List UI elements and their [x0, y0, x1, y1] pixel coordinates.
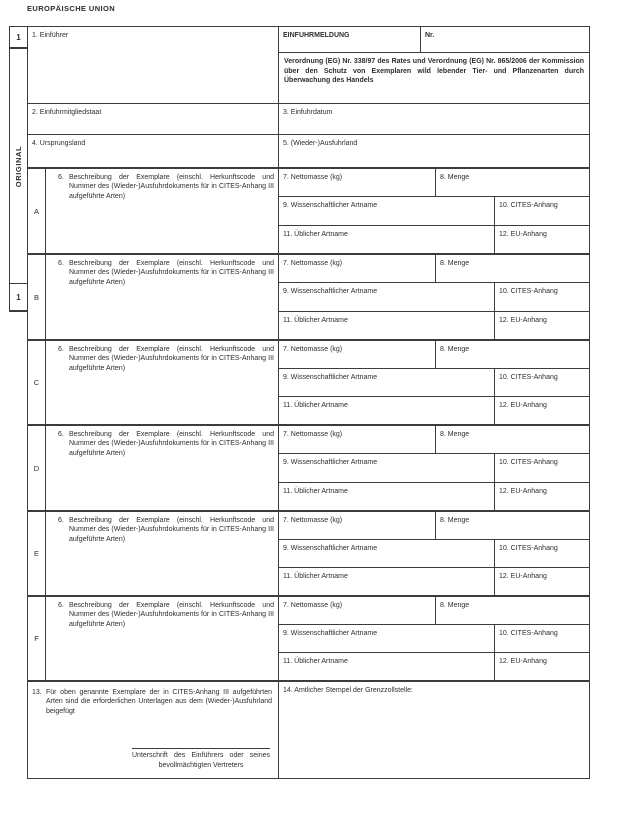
cites-appendix-field[interactable] — [494, 625, 589, 652]
net-mass-field[interactable] — [279, 597, 435, 624]
common-name-field[interactable] — [279, 483, 494, 510]
net-mass-label: 7. Nettomasse (kg) — [283, 431, 343, 438]
mass-quantity-row — [279, 341, 589, 368]
scientific-name-label: 9. Wissenschaftlicher Artname — [283, 202, 378, 210]
mass-quantity-row — [279, 169, 589, 196]
quantity-label: 8. Menge — [440, 346, 470, 353]
cites-appendix-label: 10. CITES-Anhang — [499, 374, 558, 381]
section-detail-grid — [278, 595, 590, 681]
common-name-field[interactable] — [279, 312, 494, 339]
cites-appendix-label: 10. CITES-Anhang — [499, 202, 558, 210]
common-name-label: 11. Üblicher Artname — [283, 487, 348, 495]
section-letter-cell — [27, 424, 46, 511]
section-letter: D — [33, 463, 40, 473]
net-mass-field[interactable] — [279, 341, 435, 368]
declaration-label — [28, 682, 278, 716]
common-name-label: 11. Üblicher Artname — [283, 658, 348, 665]
section-letter-cell — [27, 167, 46, 254]
declaration-text: Für oben genannte Exemplare der in CITES-Anhang III aufgeführten Arten sind die erforderlichen Unterlagen aus dem (Wieder-)Ausfuhrland beigefügt — [46, 689, 272, 715]
cites-appendix-label: 10. CITES-Anhang — [499, 545, 558, 552]
signature-area[interactable] — [132, 748, 270, 770]
regulation-text: Verordnung (EG) Nr. 338/97 des Rates und Verordnung (EG) Nr. 865/2006 der Kommission über den Schutz von Exemplaren wild lebender Tier- und Pflanzenarten durch Überwachung des Handels — [284, 58, 584, 85]
description-number: 6. — [58, 602, 64, 609]
common-name-row — [279, 396, 589, 424]
net-mass-label: 7. Nettomasse (kg) — [283, 602, 343, 609]
scientific-name-field[interactable] — [279, 454, 494, 481]
description-text: Beschreibung der Exemplare (einschl. Herkunftscode und Nummer des (Wieder-)Ausfuhrdokuments für in CITES-Anhang III aufgeführte Arten) — [69, 431, 274, 457]
common-name-row — [279, 482, 589, 510]
common-name-label: 11. Üblicher Artname — [283, 230, 348, 238]
net-mass-label: 7. Nettomasse (kg) — [283, 346, 343, 353]
notification-number-field[interactable] — [420, 26, 590, 53]
section-detail-grid — [278, 253, 590, 340]
scientific-name-label: 9. Wissenschaftlicher Artname — [283, 459, 378, 467]
cites-appendix-label: 10. CITES-Anhang — [499, 459, 558, 467]
quantity-field[interactable] — [435, 512, 589, 539]
eu-annex-label: 12. EU-Anhang — [499, 658, 547, 665]
cites-appendix-field[interactable] — [494, 369, 589, 396]
eu-annex-field[interactable] — [494, 483, 589, 510]
eu-annex-field[interactable] — [494, 568, 589, 595]
cites-appendix-field[interactable] — [494, 283, 589, 310]
mass-quantity-row — [279, 255, 589, 282]
cites-appendix-field[interactable] — [494, 540, 589, 567]
description-text: Beschreibung der Exemplare (einschl. Herkunftscode und Nummer des (Wieder-)Ausfuhrdokuments für in CITES-Anhang III aufgeführte Arten) — [69, 602, 274, 628]
notice-title-cell — [278, 26, 421, 53]
copy-type-label: ORIGINAL — [14, 145, 23, 187]
section-detail-grid — [278, 510, 590, 596]
copy-number-box-top — [9, 26, 28, 49]
scientific-name-field[interactable] — [279, 625, 494, 652]
net-mass-label: 7. Nettomasse (kg) — [283, 174, 343, 181]
mass-quantity-row — [279, 426, 589, 453]
scientific-name-field[interactable] — [279, 369, 494, 396]
section-letter-cell — [27, 510, 46, 596]
net-mass-label: 7. Nettomasse (kg) — [283, 260, 343, 267]
declaration-field[interactable] — [27, 680, 279, 779]
scientific-name-field[interactable] — [279, 540, 494, 567]
common-name-row — [279, 567, 589, 595]
scientific-name-label: 9. Wissenschaftlicher Artname — [283, 545, 378, 552]
eu-annex-label: 12. EU-Anhang — [499, 402, 547, 409]
description-field[interactable] — [45, 424, 279, 511]
description-text: Beschreibung der Exemplare (einschl. Herkunftscode und Nummer des (Wieder-)Ausfuhrdokuments für in CITES-Anhang III aufgeführte Arten) — [69, 260, 274, 286]
copy-number-box-bottom — [9, 283, 28, 312]
member-state-label: 2. Einfuhrmitgliedstaat — [32, 109, 102, 116]
cites-appendix-label: 10. CITES-Anhang — [499, 630, 558, 637]
section-letter-cell — [27, 595, 46, 681]
section-detail-grid — [278, 167, 590, 254]
member-state-field[interactable] — [27, 103, 279, 135]
copy-type-cell — [9, 48, 28, 284]
reexport-country-label: 5. (Wieder-)Ausfuhrland — [283, 140, 358, 147]
description-field[interactable] — [45, 167, 279, 254]
species-section — [27, 253, 590, 340]
description-number: 6. — [58, 431, 64, 438]
import-date-field[interactable] — [278, 103, 590, 135]
quantity-field[interactable] — [435, 169, 589, 196]
description-number: 6. — [58, 174, 64, 181]
quantity-field[interactable] — [435, 341, 589, 368]
scientific-name-label: 9. Wissenschaftlicher Artname — [283, 374, 378, 381]
description-label — [46, 255, 278, 287]
section-letter: B — [33, 292, 39, 302]
description-field[interactable] — [45, 510, 279, 596]
scientific-name-label: 9. Wissenschaftlicher Artname — [283, 630, 378, 637]
cites-appendix-label: 10. CITES-Anhang — [499, 288, 558, 296]
description-number: 6. — [58, 260, 64, 267]
net-mass-field[interactable] — [279, 255, 435, 282]
species-section — [27, 510, 590, 596]
common-name-row — [279, 311, 589, 339]
cites-appendix-field[interactable] — [494, 454, 589, 481]
species-section — [27, 595, 590, 681]
eu-annex-label: 12. EU-Anhang — [499, 487, 547, 495]
species-section — [27, 167, 590, 254]
description-field[interactable] — [45, 253, 279, 340]
quantity-field[interactable] — [435, 426, 589, 453]
common-name-row — [279, 225, 589, 253]
number-label: Nr. — [425, 32, 435, 39]
species-section — [27, 424, 590, 511]
eu-annex-field[interactable] — [494, 226, 589, 253]
section-letter: C — [33, 378, 40, 387]
quantity-label: 8. Menge — [440, 431, 470, 438]
scientific-name-row — [279, 624, 589, 652]
quantity-label: 8. Menge — [440, 602, 470, 609]
quantity-field[interactable] — [435, 255, 589, 282]
common-name-row — [279, 652, 589, 680]
scientific-name-row — [279, 282, 589, 310]
eu-annex-label: 12. EU-Anhang — [499, 230, 547, 238]
common-name-label: 11. Üblicher Artname — [283, 316, 348, 324]
net-mass-field[interactable] — [279, 169, 435, 196]
net-mass-field[interactable] — [279, 512, 435, 539]
import-date-label: 3. Einfuhrdatum — [283, 109, 333, 116]
description-label — [46, 169, 278, 201]
description-number: 6. — [58, 346, 64, 353]
importer-field[interactable] — [27, 26, 279, 104]
net-mass-label: 7. Nettomasse (kg) — [283, 517, 343, 524]
quantity-label: 8. Menge — [440, 174, 470, 181]
common-name-field[interactable] — [279, 397, 494, 424]
signature-caption: Unterschrift des Einführers oder seines bevollmächtigten Vertreters — [132, 752, 270, 769]
species-section — [27, 339, 590, 425]
common-name-field[interactable] — [279, 653, 494, 680]
scientific-name-label: 9. Wissenschaftlicher Artname — [283, 288, 378, 296]
description-field[interactable] — [45, 339, 279, 425]
origin-country-field[interactable] — [27, 134, 279, 168]
scientific-name-row — [279, 453, 589, 481]
description-text: Beschreibung der Exemplare (einschl. Herkunftscode und Nummer des (Wieder-)Ausfuhrdokuments für in CITES-Anhang III aufgeführte Arten) — [69, 174, 274, 200]
section-letter-cell — [27, 253, 46, 340]
quantity-label: 8. Menge — [440, 260, 470, 267]
scientific-name-field[interactable] — [279, 197, 494, 224]
mass-quantity-row — [279, 512, 589, 539]
common-name-label: 11. Üblicher Artname — [283, 402, 348, 409]
eu-annex-field[interactable] — [494, 312, 589, 339]
net-mass-field[interactable] — [279, 426, 435, 453]
common-name-label: 11. Üblicher Artname — [283, 573, 348, 580]
eu-annex-label: 12. EU-Anhang — [499, 316, 547, 324]
notice-title: EINFUHRMELDUNG — [283, 32, 350, 39]
importer-label: 1. Einführer — [32, 32, 69, 39]
description-label — [46, 512, 278, 544]
form-title: EUROPÄISCHE UNION — [27, 4, 116, 13]
reexport-country-field[interactable] — [278, 134, 590, 168]
mass-quantity-row — [279, 597, 589, 624]
description-field[interactable] — [45, 595, 279, 681]
customs-stamp-field[interactable] — [278, 680, 590, 779]
description-label — [46, 426, 278, 458]
section-detail-grid — [278, 339, 590, 425]
quantity-label: 8. Menge — [440, 517, 470, 524]
description-number: 6. — [58, 517, 64, 524]
copy-number-top: 1 — [16, 32, 21, 42]
scientific-name-row — [279, 196, 589, 224]
cites-appendix-field[interactable] — [494, 197, 589, 224]
eu-annex-field[interactable] — [494, 653, 589, 680]
eu-annex-label: 12. EU-Anhang — [499, 573, 547, 580]
copy-number-bottom: 1 — [16, 292, 21, 302]
section-detail-grid — [278, 424, 590, 511]
origin-country-label: 4. Ursprungsland — [32, 140, 86, 147]
quantity-field[interactable] — [435, 597, 589, 624]
description-label — [46, 597, 278, 629]
section-letter: F — [34, 634, 39, 643]
scientific-name-field[interactable] — [279, 283, 494, 310]
regulation-cell — [278, 52, 590, 104]
scientific-name-row — [279, 539, 589, 567]
section-letter-cell — [27, 339, 46, 425]
common-name-field[interactable] — [279, 568, 494, 595]
customs-stamp-label: 14. Amtlicher Stempel der Grenzzollstelle: — [283, 687, 413, 694]
description-text: Beschreibung der Exemplare (einschl. Herkunftscode und Nummer des (Wieder-)Ausfuhrdokuments für in CITES-Anhang III aufgeführte Arten) — [69, 517, 274, 543]
declaration-number: 13. — [32, 689, 42, 696]
section-letter: A — [33, 206, 39, 216]
description-text: Beschreibung der Exemplare (einschl. Herkunftscode und Nummer des (Wieder-)Ausfuhrdokuments für in CITES-Anhang III aufgeführte Arten) — [69, 346, 274, 372]
common-name-field[interactable] — [279, 226, 494, 253]
eu-annex-field[interactable] — [494, 397, 589, 424]
scientific-name-row — [279, 368, 589, 396]
section-letter: E — [33, 549, 39, 558]
description-label — [46, 341, 278, 373]
